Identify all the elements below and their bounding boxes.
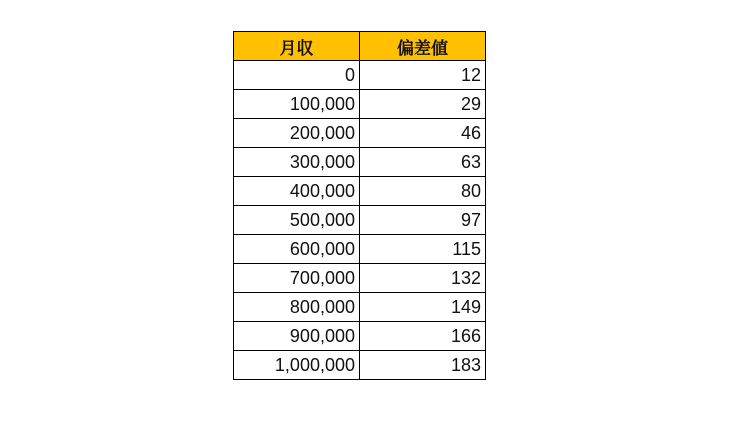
cell-deviation-value: 166 xyxy=(360,322,486,351)
cell-deviation-value: 115 xyxy=(360,235,486,264)
cell-deviation-value: 12 xyxy=(360,61,486,90)
table-row xyxy=(234,177,486,206)
table-row xyxy=(234,351,486,380)
income-deviation-table-container xyxy=(233,31,486,380)
income-deviation-table xyxy=(233,31,486,380)
cell-deviation-value: 63 xyxy=(360,148,486,177)
cell-monthly-income: 1,000,000 xyxy=(234,351,360,380)
cell-deviation-value: 97 xyxy=(360,206,486,235)
cell-monthly-income: 500,000 xyxy=(234,206,360,235)
table-row xyxy=(234,322,486,351)
cell-monthly-income: 0 xyxy=(234,61,360,90)
header-monthly-income: 月収 xyxy=(234,32,360,61)
cell-deviation-value: 46 xyxy=(360,119,486,148)
cell-monthly-income: 300,000 xyxy=(234,148,360,177)
cell-deviation-value: 132 xyxy=(360,264,486,293)
table-row xyxy=(234,61,486,90)
table-row xyxy=(234,264,486,293)
table-row xyxy=(234,90,486,119)
table-row xyxy=(234,293,486,322)
cell-deviation-value: 149 xyxy=(360,293,486,322)
cell-deviation-value: 183 xyxy=(360,351,486,380)
cell-monthly-income: 100,000 xyxy=(234,90,360,119)
cell-deviation-value: 80 xyxy=(360,177,486,206)
table-header-row xyxy=(234,32,486,61)
cell-monthly-income: 800,000 xyxy=(234,293,360,322)
table-row xyxy=(234,206,486,235)
table-row xyxy=(234,148,486,177)
cell-monthly-income: 900,000 xyxy=(234,322,360,351)
cell-deviation-value: 29 xyxy=(360,90,486,119)
table-row xyxy=(234,235,486,264)
cell-monthly-income: 200,000 xyxy=(234,119,360,148)
cell-monthly-income: 600,000 xyxy=(234,235,360,264)
header-deviation-value: 偏差値 xyxy=(360,32,486,61)
table-row xyxy=(234,119,486,148)
cell-monthly-income: 700,000 xyxy=(234,264,360,293)
cell-monthly-income: 400,000 xyxy=(234,177,360,206)
